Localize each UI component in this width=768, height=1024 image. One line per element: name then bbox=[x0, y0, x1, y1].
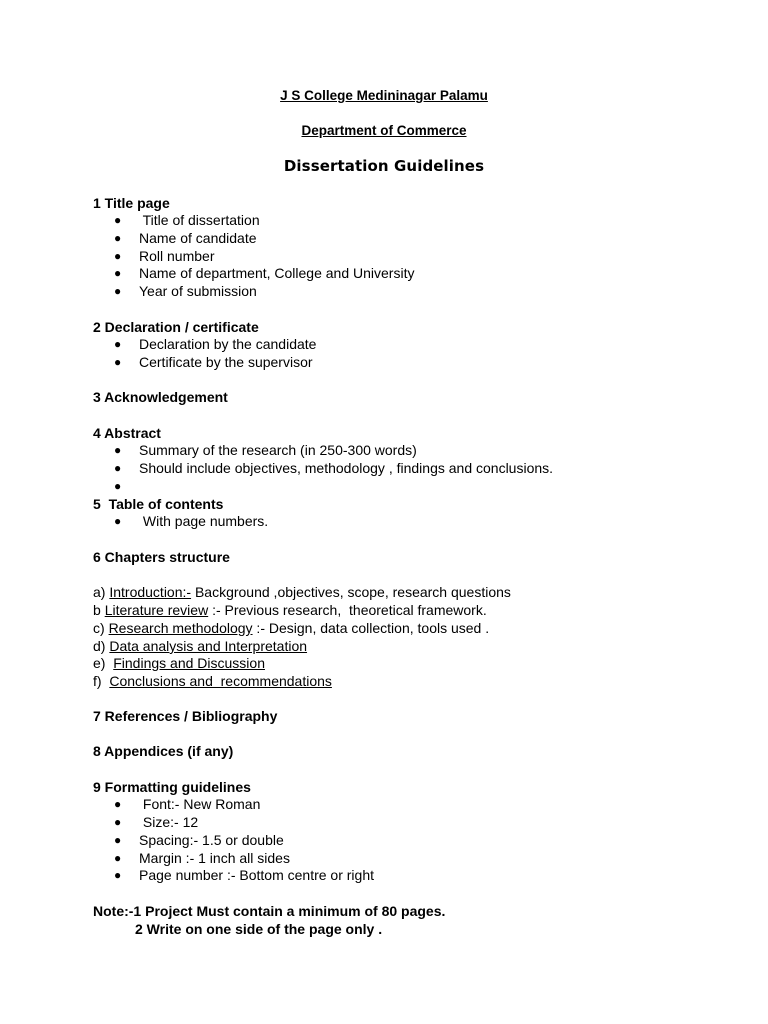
chapter-item bbox=[93, 619, 489, 637]
list-item: Summary of the research (in 250-300 words) bbox=[139, 442, 417, 458]
bullet-icon: ● bbox=[114, 249, 122, 263]
chapter-prefix: c) bbox=[93, 620, 109, 636]
list-item: Roll number bbox=[139, 248, 215, 264]
bullet-icon: ● bbox=[114, 868, 122, 882]
section-contents-heading: 5 Table of contents bbox=[93, 496, 224, 512]
bullet-icon: ● bbox=[114, 479, 122, 493]
list-item: Margin :- 1 inch all sides bbox=[139, 850, 290, 866]
chapter-prefix: f) bbox=[93, 673, 110, 689]
chapter-prefix: a) bbox=[93, 584, 110, 600]
section-references-heading: 7 References / Bibliography bbox=[93, 708, 278, 724]
bullet-icon: ● bbox=[114, 851, 122, 865]
section-acknowledgement-heading: 3 Acknowledgement bbox=[93, 389, 228, 405]
chapter-prefix: e) bbox=[93, 655, 114, 671]
list-item: Size:- 12 bbox=[139, 814, 199, 830]
chapter-item bbox=[93, 637, 307, 655]
chapter-description: :- Design, data collection, tools used . bbox=[252, 620, 490, 636]
chapter-prefix: d) bbox=[93, 638, 110, 654]
document-title: Dissertation Guidelines bbox=[283, 157, 485, 175]
note-line-1: Note:-1 Project Must contain a minimum of 80 pages. bbox=[93, 903, 446, 919]
section-chapters-heading: 6 Chapters structure bbox=[93, 549, 230, 565]
bullet-icon: ● bbox=[114, 355, 122, 369]
list-item: Declaration by the candidate bbox=[139, 336, 317, 352]
chapter-link: Research methodology bbox=[108, 620, 253, 636]
chapter-link: Data analysis and Interpretation bbox=[109, 638, 308, 654]
section-appendices-heading: 8 Appendices (if any) bbox=[93, 743, 234, 759]
list-item: Page number :- Bottom centre or right bbox=[139, 867, 374, 883]
list-item: Name of candidate bbox=[139, 230, 257, 246]
bullet-icon: ● bbox=[114, 213, 122, 227]
college-name: J S College Medininagar Palamu bbox=[280, 88, 488, 103]
list-item: Should include objectives, methodology , findings and conclusions. bbox=[139, 460, 554, 476]
bullet-icon: ● bbox=[114, 461, 122, 475]
bullet-icon: ● bbox=[114, 815, 122, 829]
bullet-icon: ● bbox=[114, 284, 122, 298]
section-title-page-heading: 1 Title page bbox=[93, 195, 170, 211]
bullet-icon: ● bbox=[114, 337, 122, 351]
bullet-icon: ● bbox=[114, 231, 122, 245]
chapter-description: :- Previous research, theoretical framework. bbox=[208, 602, 487, 618]
list-item: Certificate by the supervisor bbox=[139, 354, 313, 370]
chapter-description: Background ,objectives, scope, research questions bbox=[191, 584, 511, 600]
list-item: Name of department, College and University bbox=[139, 265, 415, 281]
list-item: Year of submission bbox=[139, 283, 257, 299]
chapter-link: Literature review bbox=[104, 602, 209, 618]
chapter-item bbox=[93, 601, 487, 619]
bullet-icon: ● bbox=[114, 797, 122, 811]
note-line-2: 2 Write on one side of the page only . bbox=[135, 921, 383, 937]
department-name: Department of Commerce bbox=[301, 123, 467, 138]
chapter-link: Findings and Discussion bbox=[113, 655, 265, 671]
list-item: Font:- New Roman bbox=[139, 796, 261, 812]
bullet-icon: ● bbox=[114, 833, 122, 847]
chapter-link: Conclusions and recommendations bbox=[109, 673, 332, 689]
chapter-item bbox=[93, 654, 265, 672]
bullet-icon: ● bbox=[114, 266, 122, 280]
chapter-link: Introduction:- bbox=[109, 584, 192, 600]
list-item: Spacing:- 1.5 or double bbox=[139, 832, 284, 848]
section-abstract-heading: 4 Abstract bbox=[93, 425, 161, 441]
list-item: Title of dissertation bbox=[139, 212, 260, 228]
chapter-item bbox=[93, 672, 332, 690]
chapter-item bbox=[93, 583, 511, 601]
section-formatting-heading: 9 Formatting guidelines bbox=[93, 779, 251, 795]
bullet-icon: ● bbox=[114, 443, 122, 457]
section-declaration-heading: 2 Declaration / certificate bbox=[93, 319, 259, 335]
chapter-prefix: b bbox=[93, 602, 105, 618]
bullet-icon: ● bbox=[114, 514, 122, 528]
list-item: With page numbers. bbox=[139, 513, 269, 529]
